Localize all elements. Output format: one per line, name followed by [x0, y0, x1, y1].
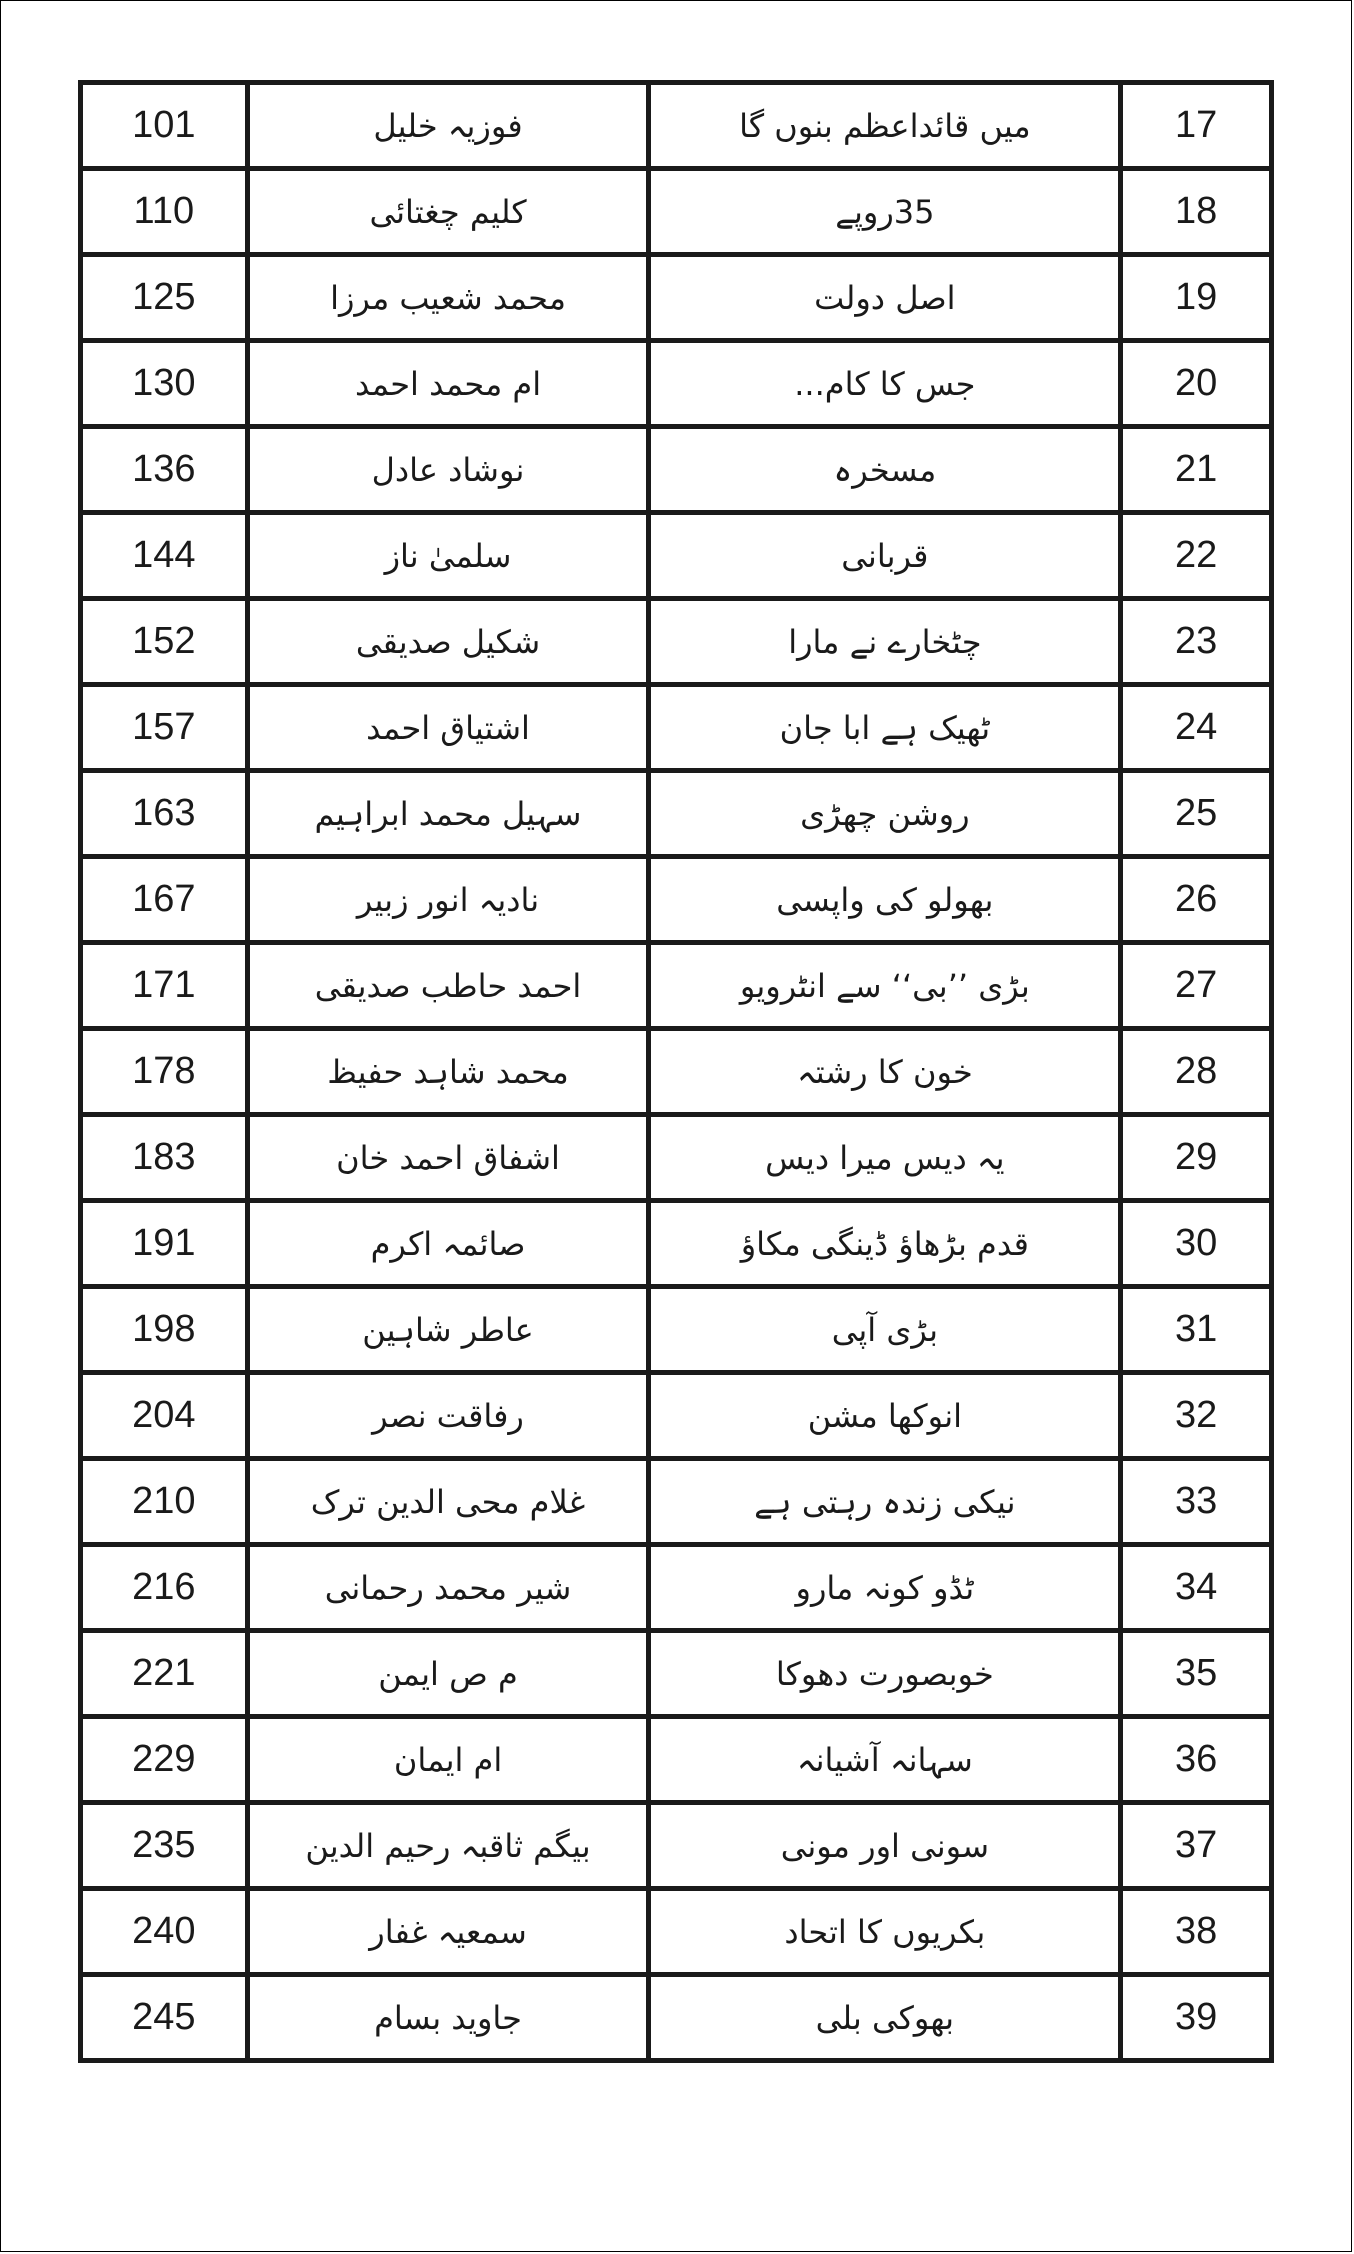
table-row: [81, 255, 1272, 341]
page-number-cell: 125: [81, 255, 248, 341]
entry-number-cell: 31: [1121, 1287, 1272, 1373]
entry-number-cell: 21: [1121, 427, 1272, 513]
title-cell: بڑی آپی: [649, 1287, 1121, 1373]
entry-number-cell: 35: [1121, 1631, 1272, 1717]
author-cell: اشفاق احمد خان: [247, 1115, 649, 1201]
entry-number-cell: 38: [1121, 1889, 1272, 1975]
page-number-cell: 245: [81, 1975, 248, 2061]
title-cell: بکریوں کا اتحاد: [649, 1889, 1121, 1975]
title-cell: ٹڈو کونہ مارو: [649, 1545, 1121, 1631]
entry-number-cell: 26: [1121, 857, 1272, 943]
title-cell: اصل دولت: [649, 255, 1121, 341]
entry-number-cell: 32: [1121, 1373, 1272, 1459]
page-number-cell: 110: [81, 169, 248, 255]
title-cell: میں قائداعظم بنوں گا: [649, 83, 1121, 169]
entry-number-cell: 36: [1121, 1717, 1272, 1803]
table-row: [81, 1545, 1272, 1631]
toc-body: [81, 83, 1272, 2061]
author-cell: رفاقت نصر: [247, 1373, 649, 1459]
author-cell: نوشاد عادل: [247, 427, 649, 513]
page-number-cell: 136: [81, 427, 248, 513]
table-row: [81, 857, 1272, 943]
author-cell: سمعیہ غفار: [247, 1889, 649, 1975]
table-row: [81, 1975, 1272, 2061]
entry-number-cell: 19: [1121, 255, 1272, 341]
page-number-cell: 183: [81, 1115, 248, 1201]
page-number-cell: 229: [81, 1717, 248, 1803]
table-row: [81, 1373, 1272, 1459]
entry-number-cell: 30: [1121, 1201, 1272, 1287]
author-cell: محمد شاہد حفیظ: [247, 1029, 649, 1115]
table-row: [81, 943, 1272, 1029]
title-cell: بڑی ’’بی‘‘ سے انٹرویو: [649, 943, 1121, 1029]
author-cell: عاطر شاہین: [247, 1287, 649, 1373]
entry-number-cell: 28: [1121, 1029, 1272, 1115]
title-cell: خون کا رشتہ: [649, 1029, 1121, 1115]
table-row: [81, 427, 1272, 513]
author-cell: اشتیاق احمد: [247, 685, 649, 771]
entry-number-cell: 39: [1121, 1975, 1272, 2061]
author-cell: محمد شعیب مرزا: [247, 255, 649, 341]
table-row: [81, 1029, 1272, 1115]
page-number-cell: 157: [81, 685, 248, 771]
entry-number-cell: 17: [1121, 83, 1272, 169]
author-cell: کلیم چغتائی: [247, 169, 649, 255]
author-cell: فوزیہ خلیل: [247, 83, 649, 169]
page-number-cell: 191: [81, 1201, 248, 1287]
author-cell: صائمہ اکرم: [247, 1201, 649, 1287]
table-row: [81, 1459, 1272, 1545]
table-row: [81, 1201, 1272, 1287]
author-cell: ام محمد احمد: [247, 341, 649, 427]
page-number-cell: 171: [81, 943, 248, 1029]
title-cell: سونی اور مونی: [649, 1803, 1121, 1889]
author-cell: شیر محمد رحمانی: [247, 1545, 649, 1631]
entry-number-cell: 37: [1121, 1803, 1272, 1889]
author-cell: شکیل صدیقی: [247, 599, 649, 685]
author-cell: نادیہ انور زبیر: [247, 857, 649, 943]
page-number-cell: 204: [81, 1373, 248, 1459]
page-number-cell: 198: [81, 1287, 248, 1373]
title-cell: جس کا کام...: [649, 341, 1121, 427]
title-cell: یہ دیس میرا دیس: [649, 1115, 1121, 1201]
title-cell: بھولو کی واپسی: [649, 857, 1121, 943]
author-cell: غلام محی الدین ترک: [247, 1459, 649, 1545]
page-number-cell: 240: [81, 1889, 248, 1975]
table-row: [81, 599, 1272, 685]
entry-number-cell: 25: [1121, 771, 1272, 857]
title-cell: سہانہ آشیانہ: [649, 1717, 1121, 1803]
author-cell: ام ایمان: [247, 1717, 649, 1803]
table-row: [81, 1631, 1272, 1717]
author-cell: م ص ایمن: [247, 1631, 649, 1717]
table-row: [81, 685, 1272, 771]
page-number-cell: 178: [81, 1029, 248, 1115]
title-cell: نیکی زندہ رہتی ہے: [649, 1459, 1121, 1545]
entry-number-cell: 29: [1121, 1115, 1272, 1201]
table-row: [81, 1889, 1272, 1975]
table-row: [81, 1287, 1272, 1373]
table-row: [81, 1803, 1272, 1889]
page-number-cell: 216: [81, 1545, 248, 1631]
page-number-cell: 163: [81, 771, 248, 857]
entry-number-cell: 27: [1121, 943, 1272, 1029]
page-number-cell: 235: [81, 1803, 248, 1889]
title-cell: چٹخارے نے مارا: [649, 599, 1121, 685]
title-cell: خوبصورت دھوکا: [649, 1631, 1121, 1717]
author-cell: احمد حاطب صدیقی: [247, 943, 649, 1029]
entry-number-cell: 34: [1121, 1545, 1272, 1631]
author-cell: بیگم ثاقبہ رحیم الدین: [247, 1803, 649, 1889]
title-cell: مسخرہ: [649, 427, 1121, 513]
page-number-cell: 101: [81, 83, 248, 169]
table-row: [81, 169, 1272, 255]
author-cell: سہیل محمد ابراہیم: [247, 771, 649, 857]
entry-number-cell: 20: [1121, 341, 1272, 427]
entry-number-cell: 22: [1121, 513, 1272, 599]
page-number-cell: 167: [81, 857, 248, 943]
title-cell: انوکھا مشن: [649, 1373, 1121, 1459]
title-cell: روشن چھڑی: [649, 771, 1121, 857]
title-cell: بھوکی بلی: [649, 1975, 1121, 2061]
table-of-contents: [78, 80, 1274, 2063]
title-cell: قدم بڑھاؤ ڈینگی مکاؤ: [649, 1201, 1121, 1287]
title-cell: ٹھیک ہے ابا جان: [649, 685, 1121, 771]
entry-number-cell: 23: [1121, 599, 1272, 685]
table-row: [81, 1115, 1272, 1201]
title-cell: 35روپے: [649, 169, 1121, 255]
author-cell: جاوید بسام: [247, 1975, 649, 2061]
page-number-cell: 210: [81, 1459, 248, 1545]
table-row: [81, 341, 1272, 427]
page-number-cell: 221: [81, 1631, 248, 1717]
title-cell: قربانی: [649, 513, 1121, 599]
page-number-cell: 152: [81, 599, 248, 685]
page-number-cell: 144: [81, 513, 248, 599]
table-row: [81, 1717, 1272, 1803]
page-number-cell: 130: [81, 341, 248, 427]
table-row: [81, 513, 1272, 599]
entry-number-cell: 33: [1121, 1459, 1272, 1545]
table-row: [81, 771, 1272, 857]
table-row: [81, 83, 1272, 169]
author-cell: سلمیٰ ناز: [247, 513, 649, 599]
entry-number-cell: 24: [1121, 685, 1272, 771]
entry-number-cell: 18: [1121, 169, 1272, 255]
